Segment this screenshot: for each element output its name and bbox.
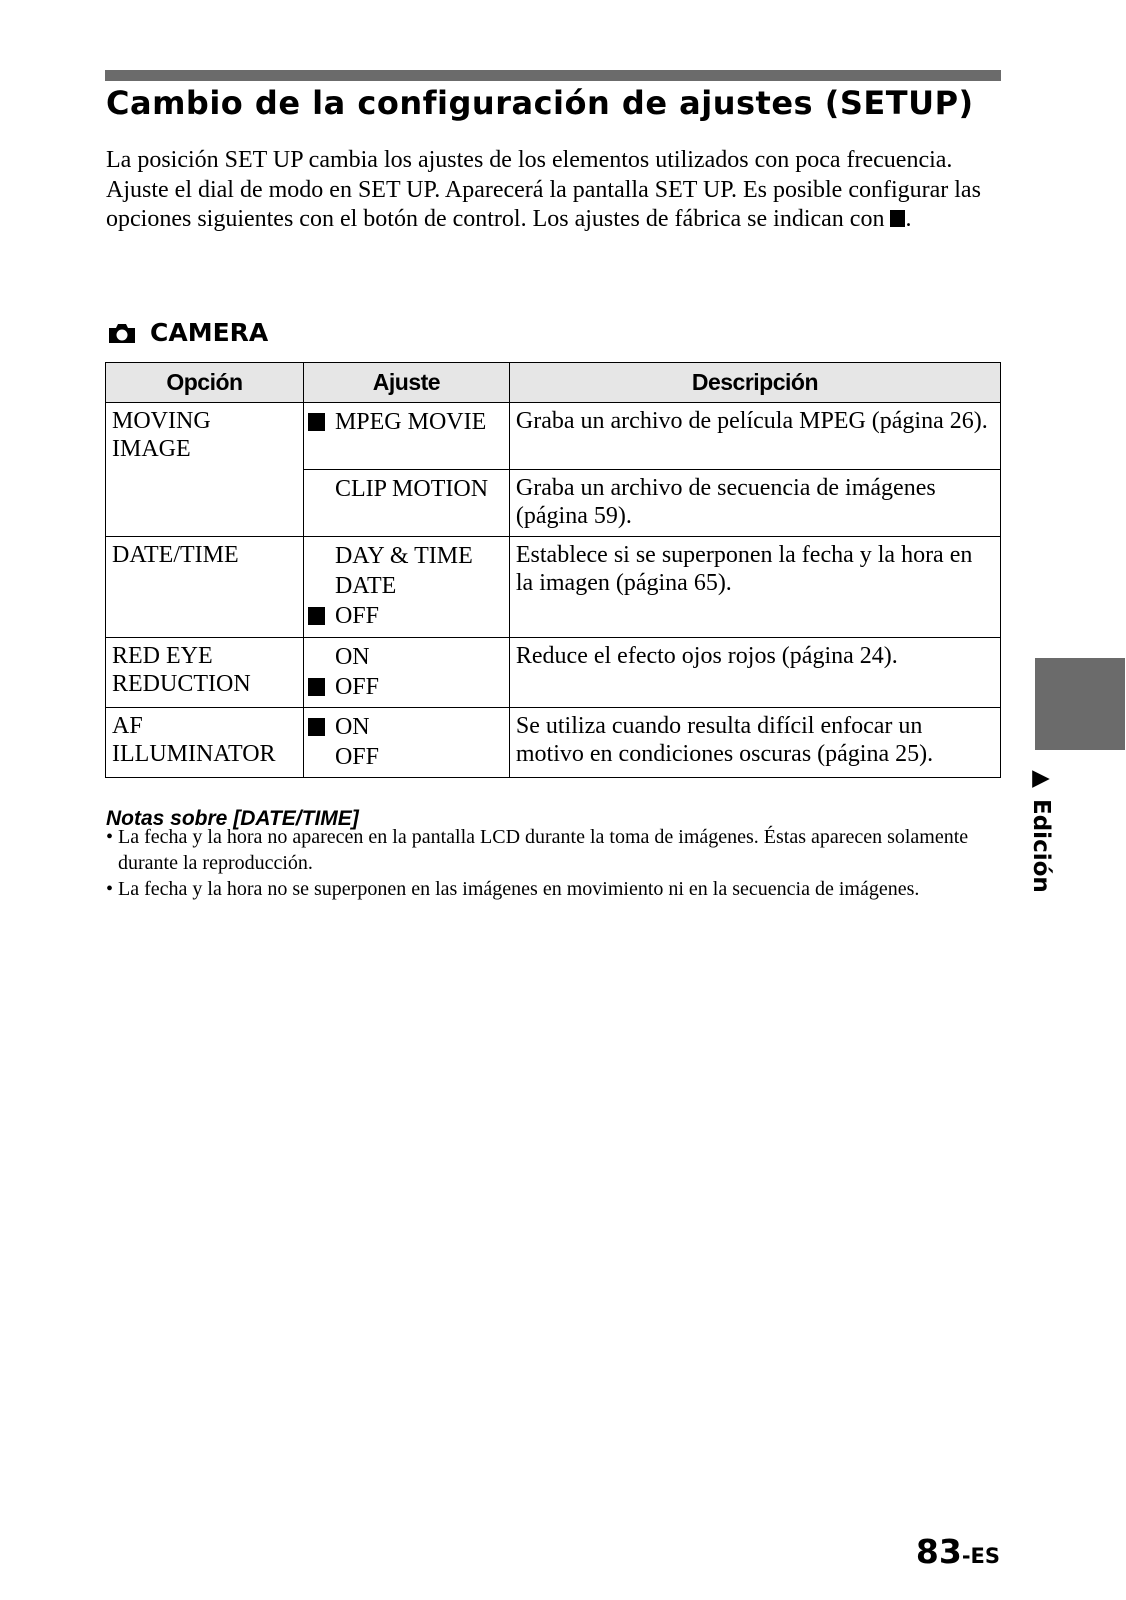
default-marker-icon (308, 607, 325, 625)
page-number-value: 83 (915, 1532, 962, 1571)
list-item (106, 876, 1006, 902)
option-cell: MOVING IMAGE (106, 403, 304, 537)
option-cell: RED EYE REDUCTION (106, 638, 304, 708)
description-cell: Establece si se superponen la fecha y la hora en la imagen (página 65). (509, 537, 1000, 638)
setting-value: DAY & TIME (334, 543, 473, 569)
intro-paragraph-2-text: Ajuste el dial de modo en SET UP. Aparecerá la pantalla SET UP. Es posible configurar las opciones siguientes con el botón de control. Los ajustes de fábrica se indican con (106, 176, 981, 232)
setting-cell (303, 403, 509, 470)
description-cell: Graba un archivo de secuencia de imágenes (página 59). (509, 470, 1000, 537)
option-cell: DATE/TIME (106, 537, 304, 638)
section-title: CAMERA (150, 318, 269, 347)
setting-cell (303, 470, 509, 537)
section-heading (108, 318, 268, 347)
table-row (106, 537, 1001, 638)
setting-value: OFF (334, 603, 379, 629)
setting-value: DATE (334, 573, 397, 599)
default-marker-icon (308, 718, 325, 736)
table-header-row (106, 363, 1001, 403)
list-item (106, 824, 1006, 876)
intro-text (106, 146, 1006, 235)
option-cell: AF ILLUMINATOR (106, 708, 304, 778)
intro-paragraph-2-end: . (905, 206, 912, 232)
notes-list (106, 824, 1006, 902)
page-title: Cambio de la configuración de ajustes (SETUP) (106, 84, 974, 122)
chapter-label: ▶ Edición (1028, 765, 1054, 893)
table-row (106, 708, 1001, 778)
default-marker-icon (308, 678, 325, 696)
bullet-icon: • (106, 826, 114, 848)
column-header: Descripción (509, 363, 1000, 403)
setting-value: ON (334, 714, 370, 740)
page-language-suffix: -ES (961, 1544, 1000, 1568)
description-cell: Reduce el efecto ojos rojos (página 24). (509, 638, 1000, 708)
table-row (106, 638, 1001, 708)
setting-cell (303, 537, 509, 638)
intro-paragraph-2 (106, 176, 1006, 235)
table-row (106, 403, 1001, 470)
setting-cell (303, 638, 509, 708)
column-header: Ajuste (303, 363, 509, 403)
intro-paragraph-1: La posición SET UP cambia los ajustes de los elementos utilizados con poca frecuencia. (106, 147, 953, 173)
default-marker-icon (890, 210, 905, 227)
setting-cell (303, 708, 509, 778)
description-cell: Graba un archivo de película MPEG (página 26). (509, 403, 1000, 470)
note-text: La fecha y la hora no aparecen en la pantalla LCD durante la toma de imágenes. Éstas aparecen solamente durante la reproducción. (118, 826, 969, 874)
description-cell: Se utiliza cuando resulta difícil enfocar un motivo en condiciones oscuras (página 25). (509, 708, 1000, 778)
camera-icon (108, 322, 136, 344)
settings-table (105, 362, 1001, 778)
notes-heading: Notas sobre [DATE/TIME] (106, 807, 359, 830)
setting-value: ON (334, 644, 370, 670)
setting-value: CLIP MOTION (334, 476, 489, 502)
default-marker-icon (308, 413, 325, 431)
note-text: La fecha y la hora no se superponen en las imágenes en movimiento ni en la secuencia de imágenes. (118, 878, 920, 900)
title-rule (105, 70, 1001, 81)
page-number (916, 1532, 1000, 1571)
chapter-tab (1035, 658, 1125, 750)
setting-value: OFF (334, 674, 379, 700)
setting-value: OFF (334, 744, 379, 770)
setting-value: MPEG MOVIE (334, 409, 487, 435)
column-header: Opción (106, 363, 304, 403)
bullet-icon: • (106, 878, 114, 900)
